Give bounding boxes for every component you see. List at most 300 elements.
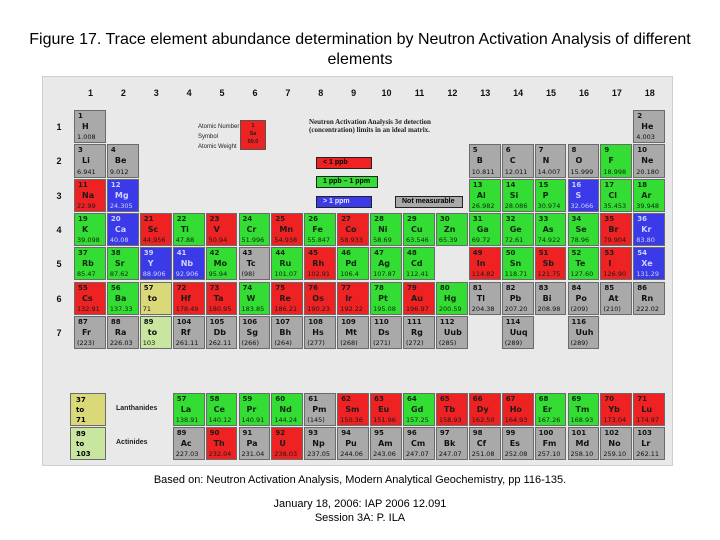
element-symbol: At	[608, 293, 619, 303]
atomic-weight: 32.066	[570, 201, 594, 210]
atomic-number: 64	[407, 395, 417, 403]
element-symbol: Ti	[180, 224, 189, 234]
element-cell	[502, 282, 534, 315]
atomic-weight: 9.012	[109, 167, 129, 176]
atomic-weight: 127.60	[570, 270, 594, 279]
atomic-number: 105	[209, 317, 225, 326]
element-symbol: Tl	[476, 293, 485, 303]
group-number: 7	[285, 88, 291, 98]
atomic-number: 6	[505, 146, 511, 155]
atomic-weight: 140.12	[208, 416, 232, 425]
atomic-weight: 247.07	[406, 450, 429, 459]
legend-caption: Neutron Activation Analysis 3σ detection (concentration) limits in an ideal matrix.	[309, 118, 431, 134]
element-symbol: S	[575, 190, 582, 200]
atomic-number: 10	[637, 146, 648, 155]
element-cell	[140, 213, 172, 246]
element-cell	[600, 179, 632, 212]
element-cell	[271, 282, 303, 315]
element-symbol: Pu	[345, 439, 357, 448]
element-symbol: La	[180, 405, 192, 414]
atomic-weight: 178.49	[175, 304, 199, 313]
atomic-weight: 12.011	[504, 167, 528, 176]
atomic-weight: (266)	[241, 339, 259, 348]
element-cell	[337, 247, 369, 280]
element-cell	[469, 179, 501, 212]
element-cell	[600, 247, 632, 280]
atomic-weight: 14.007	[537, 167, 561, 176]
atomic-weight: 54.938	[274, 236, 298, 245]
footer	[0, 497, 720, 525]
atomic-weight: 50.94	[208, 236, 228, 245]
group-number: 10	[381, 88, 392, 98]
atomic-number: 39	[143, 249, 154, 258]
element-symbol: Rb	[82, 259, 94, 269]
element-cell	[535, 179, 567, 212]
element-symbol: As	[542, 224, 554, 234]
element-cell	[403, 316, 435, 349]
element-cell	[271, 247, 303, 280]
group-number: 5	[219, 88, 225, 98]
element-symbol: Ir	[345, 293, 353, 303]
element-cell	[74, 144, 106, 177]
atomic-weight: 71	[142, 304, 152, 313]
element-cell	[568, 282, 600, 315]
atomic-weight: (272)	[406, 339, 424, 348]
atomic-weight: 26.982	[471, 201, 495, 210]
element-cell	[173, 393, 205, 426]
element-cell	[403, 282, 435, 315]
element-cell	[74, 282, 106, 315]
group-number: 13	[480, 88, 491, 98]
element-symbol: Sg	[246, 327, 258, 337]
atomic-number: 52	[571, 249, 582, 258]
element-cell	[568, 179, 600, 212]
atomic-weight: 157.25	[406, 416, 429, 425]
atomic-number: 82	[505, 283, 516, 292]
atomic-weight: 65.39	[438, 236, 458, 245]
legend-key-label: Atomic Number	[198, 124, 240, 130]
atomic-weight: 74.922	[537, 236, 561, 245]
atomic-number: 61	[308, 395, 319, 403]
atomic-number: 98	[472, 429, 483, 437]
legend-key-number: 1	[251, 123, 255, 129]
atomic-number: 93	[308, 429, 319, 437]
period-number: 1	[56, 122, 62, 132]
element-cell	[633, 213, 665, 246]
atomic-weight: 1.008	[77, 133, 96, 142]
atomic-number: 36	[637, 214, 648, 223]
element-symbol: Cl	[608, 190, 618, 200]
atomic-number: 72	[176, 283, 187, 292]
element-symbol: Co	[345, 224, 357, 234]
element-cell	[337, 393, 369, 426]
atomic-weight: (98)	[241, 270, 255, 279]
atomic-weight: 158.93	[438, 416, 462, 425]
element-cell	[173, 427, 205, 460]
atomic-number: 102	[604, 429, 620, 437]
element-cell	[304, 427, 336, 460]
element-cell	[173, 247, 205, 280]
atomic-number: 99	[505, 429, 516, 437]
element-cell	[502, 213, 534, 246]
legend-item-label: < 1 ppb	[323, 159, 348, 166]
element-symbol: Yb	[608, 405, 620, 414]
element-cell	[304, 316, 336, 349]
range-text: 103	[76, 450, 91, 458]
atomic-number: 70	[604, 395, 615, 403]
atomic-weight: 83.80	[636, 236, 655, 245]
element-symbol: Am	[378, 439, 393, 448]
element-symbol: Mo	[213, 259, 228, 269]
element-symbol: Lr	[641, 439, 651, 448]
atomic-number: 67	[505, 395, 516, 403]
element-symbol: Uuh	[575, 327, 594, 337]
element-cell	[173, 316, 205, 349]
atomic-weight: 79.904	[603, 236, 627, 245]
element-symbol: Pt	[378, 293, 388, 303]
element-symbol: Os	[312, 293, 324, 303]
atomic-number: 116	[571, 317, 587, 326]
element-symbol: F	[608, 156, 614, 166]
atomic-weight: 20.180	[636, 167, 660, 176]
atomic-number: 8	[571, 146, 577, 155]
element-cell	[271, 427, 303, 460]
atomic-weight: 72.61	[504, 236, 524, 245]
atomic-weight: (145)	[307, 416, 325, 425]
atomic-number: 106	[242, 317, 258, 326]
element-symbol: Hs	[312, 327, 324, 337]
range-text: 37	[76, 396, 86, 404]
atomic-number: 97	[439, 429, 450, 437]
atomic-weight: 251.08	[471, 450, 495, 459]
atomic-number: 57	[176, 395, 187, 403]
element-cell	[206, 427, 238, 460]
atomic-number: 21	[143, 214, 154, 223]
atomic-number: 87	[78, 317, 88, 326]
element-cell	[502, 247, 534, 280]
element-cell	[502, 393, 534, 426]
atomic-number: 4	[110, 146, 116, 155]
element-symbol: H	[82, 122, 89, 131]
footer-date: January 18, 2006: IAP 2006 12.091	[273, 498, 447, 510]
atomic-weight: 261.11	[175, 339, 199, 348]
atomic-number: 101	[571, 429, 587, 437]
atomic-weight: 195.08	[373, 304, 396, 313]
atomic-weight: 138.91	[175, 416, 199, 425]
legend-item	[316, 176, 378, 188]
element-symbol: Ba	[114, 293, 127, 303]
element-symbol: Er	[542, 405, 553, 414]
element-cell	[502, 427, 534, 460]
atomic-weight: 107.87	[373, 270, 396, 279]
atomic-weight: (264)	[274, 339, 292, 348]
atomic-number: 74	[242, 283, 253, 292]
element-symbol: V	[213, 224, 220, 234]
atomic-weight: 259.10	[603, 450, 627, 459]
element-cell	[633, 427, 665, 460]
element-symbol: Cr	[246, 224, 257, 234]
legend-key-symbol: Sa	[249, 131, 257, 137]
element-symbol: Sc	[147, 224, 159, 234]
legend-key-label: Atomic Weight	[198, 144, 237, 150]
group-number: 12	[447, 88, 458, 98]
element-symbol: Eu	[378, 405, 390, 414]
element-cell	[568, 316, 600, 349]
atomic-number: 53	[604, 249, 615, 258]
legend-item-label: Not measurable	[402, 198, 455, 205]
element-cell	[107, 247, 139, 280]
atomic-number: 47	[374, 249, 384, 258]
atomic-weight: (271)	[373, 339, 391, 348]
atomic-weight: 180.95	[208, 304, 232, 313]
element-cell	[271, 213, 303, 246]
atomic-number: 31	[472, 214, 483, 223]
atomic-number: 75	[275, 283, 286, 292]
element-symbol: C	[509, 156, 516, 166]
element-symbol: Rn	[641, 293, 654, 303]
element-cell	[568, 247, 600, 280]
atomic-number: 95	[374, 429, 384, 437]
atomic-weight: 262.11	[636, 450, 660, 459]
element-cell	[206, 213, 238, 246]
atomic-number: 59	[242, 395, 253, 403]
atomic-weight: 6.941	[77, 167, 96, 176]
element-cell	[469, 393, 501, 426]
element-symbol: Hg	[443, 293, 457, 303]
element-symbol: Bh	[279, 327, 292, 337]
element-cell	[568, 393, 600, 426]
atomic-number: 63	[374, 395, 384, 403]
atomic-weight: 162.50	[471, 416, 495, 425]
atomic-weight: 132.91	[77, 304, 100, 313]
atomic-number: 46	[341, 249, 351, 258]
atomic-weight: 144.24	[274, 416, 298, 425]
atomic-weight: 118.71	[504, 270, 528, 279]
atomic-number: 104	[176, 317, 192, 326]
legend-item	[395, 196, 463, 208]
element-symbol: Ni	[378, 224, 388, 234]
element-symbol: Li	[82, 156, 90, 166]
legend-item	[316, 196, 372, 208]
atomic-number: 69	[571, 395, 582, 403]
element-cell	[633, 144, 665, 177]
atomic-number: 45	[308, 249, 319, 258]
atomic-number: 41	[176, 249, 187, 258]
atomic-weight: 28.086	[504, 201, 528, 210]
element-symbol: Ag	[378, 259, 391, 269]
element-cell	[206, 247, 238, 280]
atomic-weight: 262.11	[208, 339, 232, 348]
element-cell	[403, 427, 435, 460]
atomic-weight: 200.59	[438, 304, 462, 313]
atomic-number: 114	[505, 317, 521, 326]
period-number: 6	[56, 293, 62, 304]
element-symbol: Cf	[476, 439, 487, 448]
atomic-weight: 10.811	[471, 167, 495, 176]
element-cell	[403, 213, 435, 246]
atomic-weight: 186.21	[274, 304, 298, 313]
element-symbol: Sb	[542, 259, 555, 269]
atomic-weight: (210)	[603, 304, 621, 313]
group-number: 6	[252, 88, 258, 98]
element-cell	[337, 427, 369, 460]
element-cell	[535, 247, 567, 280]
atomic-weight: 18.998	[603, 167, 627, 176]
atomic-weight: 101.07	[274, 270, 298, 279]
element-symbol: Si	[509, 190, 519, 200]
element-symbol: Pb	[509, 293, 522, 303]
element-symbol: Es	[509, 439, 520, 448]
atomic-number: 85	[604, 283, 615, 292]
element-symbol: Cd	[411, 259, 423, 269]
atomic-number: 103	[637, 429, 652, 437]
atomic-number: 27	[341, 214, 351, 223]
atomic-number: 23	[209, 214, 220, 223]
atomic-number: 107	[275, 317, 291, 326]
element-cell	[600, 427, 632, 460]
element-cell	[239, 316, 271, 349]
atomic-weight: (209)	[570, 304, 588, 313]
element-cell	[107, 179, 139, 212]
element-cell	[239, 213, 271, 246]
period-number: 7	[56, 327, 62, 338]
atomic-weight: 227.03	[175, 450, 199, 459]
element-symbol: Md	[575, 439, 590, 448]
element-symbol: Gd	[411, 405, 424, 414]
element-cell	[633, 393, 665, 426]
atomic-number: 7	[538, 146, 544, 155]
element-cell	[633, 282, 665, 315]
atomic-number: 77	[341, 283, 351, 292]
group-number: 4	[186, 88, 192, 98]
atomic-number: 5	[472, 146, 478, 155]
element-cell	[370, 247, 402, 280]
atomic-weight: 30.974	[537, 201, 561, 210]
element-symbol: Bi	[542, 293, 552, 303]
atomic-number: 83	[538, 283, 549, 292]
element-cell	[469, 282, 501, 315]
element-cell	[633, 247, 665, 280]
group-number: 3	[153, 88, 159, 98]
atomic-weight: 196.97	[406, 304, 429, 313]
lanthanides-range-cell	[70, 393, 106, 426]
group-number: 11	[414, 88, 425, 98]
atomic-number: 26	[308, 214, 319, 223]
group-number: 9	[351, 88, 357, 98]
element-symbol: O	[575, 156, 583, 166]
element-symbol: Fe	[312, 224, 323, 234]
atomic-weight: 35.453	[603, 201, 627, 210]
atomic-weight: 121.75	[537, 270, 561, 279]
atomic-weight: 85.47	[77, 270, 96, 279]
element-symbol: Pm	[312, 405, 327, 414]
element-cell	[600, 282, 632, 315]
atomic-number: 1	[78, 112, 83, 120]
element-symbol: Ge	[509, 224, 522, 234]
atomic-number: 37	[78, 249, 88, 258]
atomic-weight: 22.99	[77, 201, 96, 210]
atomic-weight: 40.08	[109, 236, 129, 245]
group-number: 2	[120, 88, 126, 98]
element-symbol: B	[476, 156, 483, 166]
actinides-range-cell	[70, 427, 106, 460]
atomic-weight: 207.20	[504, 304, 528, 313]
lanthanides-label: Lanthanides	[116, 405, 158, 412]
atomic-weight: 204.38	[471, 304, 495, 313]
legend-item-label: 1 ppb – 1 ppm	[323, 178, 371, 185]
atomic-number: 15	[538, 180, 549, 189]
element-symbol: Nb	[180, 259, 194, 269]
element-symbol: He	[641, 122, 654, 131]
legend-key-label: Symbol	[198, 134, 219, 140]
atomic-number: 65	[439, 395, 450, 403]
element-cell	[239, 247, 271, 280]
element-cell	[469, 144, 501, 177]
element-cell	[502, 316, 534, 349]
atomic-number: 22	[176, 214, 187, 223]
element-cell	[535, 213, 567, 246]
atomic-number: 68	[538, 395, 549, 403]
atomic-number: 33	[538, 214, 549, 223]
element-symbol: Rf	[180, 327, 191, 337]
element-symbol: Sr	[114, 259, 125, 269]
element-symbol: Ca	[114, 224, 127, 234]
atomic-number: 79	[407, 283, 417, 292]
element-symbol: Pr	[246, 405, 257, 414]
element-cell	[107, 316, 139, 349]
atomic-number: 88	[110, 317, 121, 326]
element-cell	[436, 282, 468, 315]
period-number: 4	[56, 224, 62, 235]
atomic-number: 49	[472, 249, 483, 258]
element-cell	[600, 144, 632, 177]
element-cell	[436, 213, 468, 246]
atomic-number: 19	[78, 214, 88, 223]
legend-key-weight: 00.0	[247, 139, 259, 145]
atomic-weight: 208.98	[537, 304, 561, 313]
atomic-number: 100	[538, 429, 554, 437]
element-cell	[469, 247, 501, 280]
element-symbol: Np	[312, 439, 325, 448]
atomic-weight: 173.04	[603, 416, 627, 425]
element-cell	[337, 282, 369, 315]
element-symbol: Xe	[641, 259, 653, 269]
element-cell	[370, 316, 402, 349]
element-cell	[304, 247, 336, 280]
atomic-number: 44	[275, 249, 286, 258]
element-cell	[74, 213, 106, 246]
element-cell	[74, 179, 106, 212]
element-symbol: U	[279, 439, 286, 448]
element-symbol: Br	[608, 224, 619, 234]
element-symbol: N	[542, 156, 550, 166]
atomic-weight: 126.90	[603, 270, 627, 279]
atomic-number: 78	[374, 283, 384, 292]
atomic-number: 112	[439, 317, 455, 326]
legend-key-cell	[240, 120, 266, 150]
element-cell	[502, 144, 534, 177]
element-symbol: Sm	[345, 405, 360, 414]
element-symbol: Y	[147, 259, 154, 269]
atomic-number: 32	[505, 214, 516, 223]
element-symbol: Au	[411, 293, 423, 303]
legend-item	[316, 157, 372, 169]
element-symbol: Dy	[476, 405, 489, 414]
atomic-number: 96	[407, 429, 417, 437]
element-symbol: Cs	[82, 293, 93, 303]
element-cell	[107, 144, 139, 177]
atomic-weight: 106.4	[340, 270, 359, 279]
